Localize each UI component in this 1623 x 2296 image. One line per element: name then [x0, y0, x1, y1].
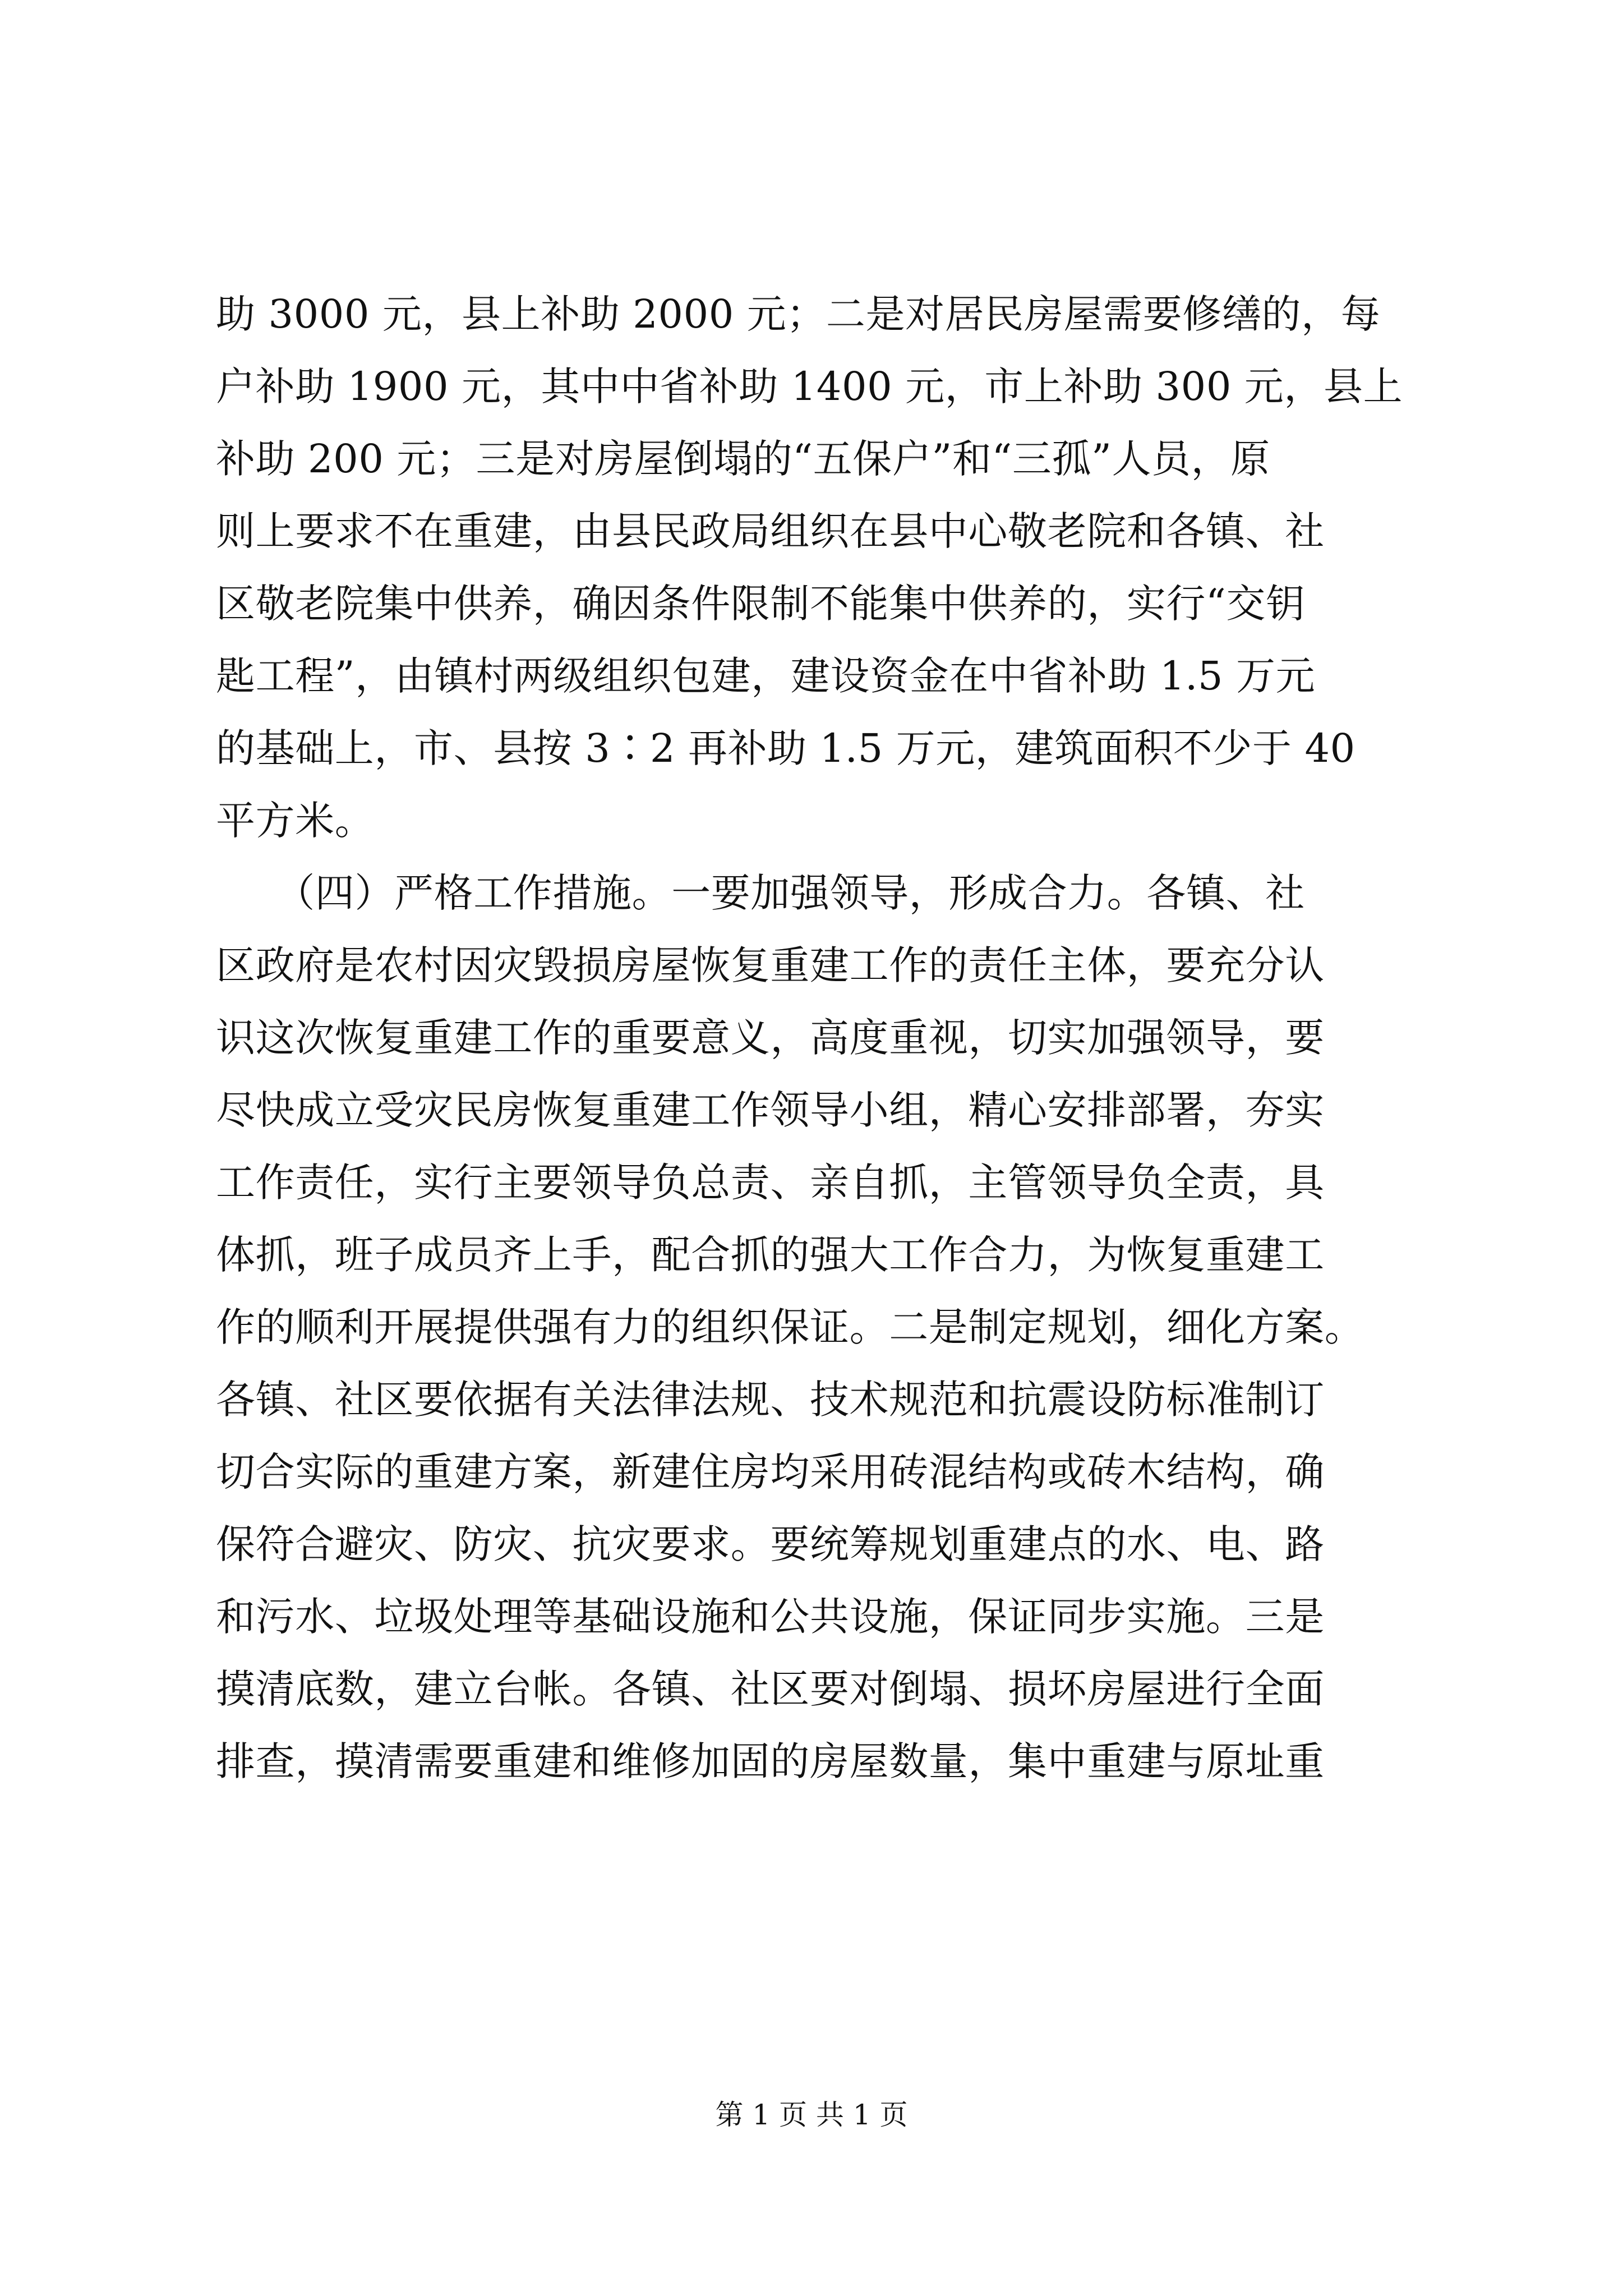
paragraph-heading-line: （四）严格工作措施。一要加强领导，形成合力。各镇、社: [216, 870, 1305, 916]
text-line: 补助 200 元；三是对房屋倒塌的“五保户”和“三孤”人员，原: [216, 436, 1270, 482]
text-line: 尽快成立受灾民房恢复重建工作领导小组，精心安排部署，夯实: [216, 1087, 1325, 1133]
text-line: 排查，摸清需要重建和维修加固的房屋数量，集中重建与原址重: [216, 1738, 1325, 1784]
text-line: 工作责任，实行主要领导负总责、亲自抓，主管领导负全责，具: [216, 1159, 1325, 1205]
page-number-footer: 第 1 页 共 1 页: [715, 2099, 908, 2131]
text-line: 保符合避灾、防灾、抗灾要求。要统筹规划重建点的水、电、路: [216, 1521, 1325, 1567]
text-line: 各镇、社区要依据有关法律法规、技术规范和抗震设防标准制订: [216, 1377, 1325, 1423]
text-line: 摸清底数，建立台帐。各镇、社区要对倒塌、损坏房屋进行全面: [216, 1666, 1325, 1712]
text-line: 识这次恢复重建工作的重要意义，高度重视，切实加强领导，要: [216, 1015, 1325, 1061]
text-line: 户补助 1900 元，其中中省补助 1400 元，市上补助 300 元，县上: [216, 364, 1403, 409]
text-line: 的基础上，市、县按 3∶2 再补助 1.5 万元，建筑面积不少于 40: [216, 725, 1355, 771]
text-line: 助 3000 元，县上补助 2000 元；二是对居民房屋需要修缮的，每: [216, 291, 1381, 337]
text-line: 则上要求不在重建，由县民政局组织在县中心敬老院和各镇、社: [216, 508, 1325, 554]
text-line: 和污水、垃圾处理等基础设施和公共设施，保证同步实施。三是: [216, 1594, 1325, 1640]
text-line: 匙工程”，由镇村两级组织包建，建设资金在中省补助 1.5 万元: [216, 653, 1316, 699]
text-line: 体抓，班子成员齐上手，配合抓的强大工作合力，为恢复重建工: [216, 1232, 1325, 1278]
text-line: 作的顺利开展提供强有力的组织保证。二是制定规划，细化方案。: [216, 1304, 1364, 1350]
text-line: 切合实际的重建方案，新建住房均采用砖混结构或砖木结构，确: [216, 1449, 1325, 1495]
text-line: 区政府是农村因灾毁损房屋恢复重建工作的责任主体，要充分认: [216, 942, 1325, 988]
text-line: 区敬老院集中供养，确因条件限制不能集中供养的，实行“交钥: [216, 581, 1306, 627]
text-line: 平方米。: [216, 798, 375, 844]
